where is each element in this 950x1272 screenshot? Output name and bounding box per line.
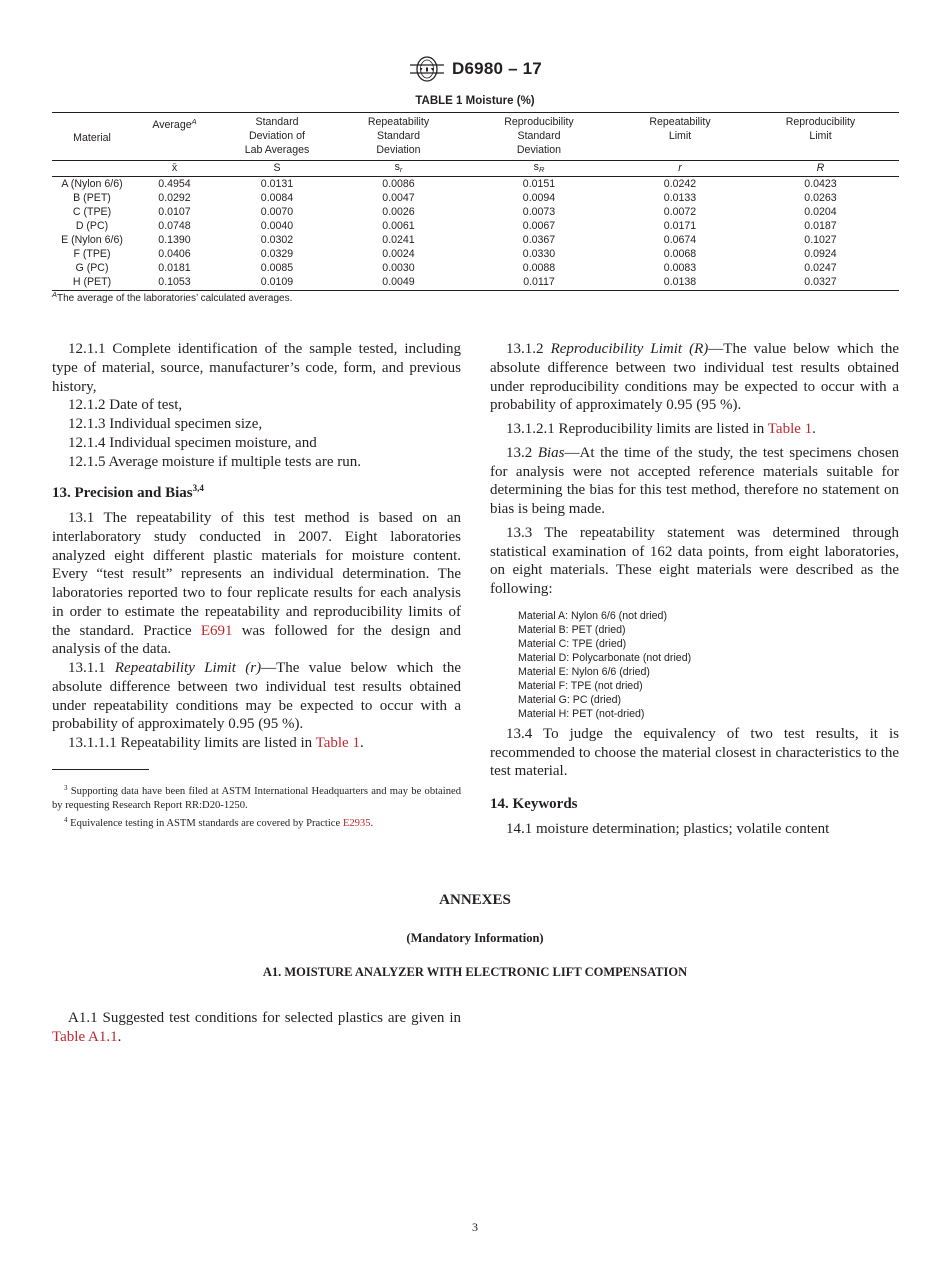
value-cell: 0.0061 bbox=[382, 220, 415, 232]
value-cell: 0.0367 bbox=[522, 234, 556, 246]
material-cell: G (PC) bbox=[75, 262, 109, 274]
value-cell: 0.1390 bbox=[158, 234, 191, 246]
para-13-1-2: 13.1.2 Reproducibility Limit (R)—The value below which the absolute difference between two individual test results obtained under reproducibility conditions may be expected to occur with a probability of approximately 0.95 (95 %). bbox=[490, 341, 899, 414]
table-1-link[interactable]: Table 1 bbox=[315, 735, 360, 751]
value-cell: 0.0131 bbox=[260, 178, 294, 190]
value-cell: 0.0067 bbox=[522, 220, 556, 232]
value-cell: 0.0107 bbox=[158, 206, 191, 218]
para-13-1-1: 13.1.1 Repeatability Limit (r)—The value below which the absolute difference between two individual test results obtained under repeatability conditions may be expected to occur with a probability of approximately 0.95 (95 %). bbox=[52, 660, 462, 733]
value-cell: 0.0151 bbox=[522, 178, 556, 190]
page-header bbox=[0, 56, 950, 82]
list-item: Material D: Polycarbonate (not dried) bbox=[518, 651, 692, 664]
para-13-1-1-1: 13.1.1.1 Repeatability limits are listed in Table 1. bbox=[68, 735, 364, 751]
value-cell: 0.0030 bbox=[382, 262, 415, 274]
value-cell: 0.0187 bbox=[804, 220, 837, 232]
value-cell: 0.0072 bbox=[663, 206, 697, 218]
table-row bbox=[52, 177, 899, 192]
value-cell: 0.0024 bbox=[382, 248, 415, 260]
para-13-1-2-1: 13.1.2.1 Reproducibility limits are listed in Table 1. bbox=[506, 421, 816, 437]
list-item: Material A: Nylon 6/6 (not dried) bbox=[518, 609, 667, 622]
value-cell: 0.0073 bbox=[522, 206, 556, 218]
value-cell: 0.1027 bbox=[804, 234, 837, 246]
value-cell: 0.0327 bbox=[742, 275, 899, 291]
value-cell: 0.4954 bbox=[158, 178, 191, 190]
annex-a1-heading: A1. MOISTURE ANALYZER WITH ELECTRONIC LIFT COMPENSATION bbox=[262, 965, 688, 979]
value-cell: 0.0117 bbox=[460, 275, 618, 291]
document-id: D6980 – 17 bbox=[452, 59, 542, 78]
symbol-s: S bbox=[217, 161, 337, 177]
value-cell: 0.0292 bbox=[158, 192, 191, 204]
table-title: TABLE 1 Moisture (%) bbox=[415, 95, 535, 107]
column-header-reproducibility-limit: Reproducibility Limit bbox=[742, 113, 899, 161]
value-cell: 0.1053 bbox=[132, 275, 217, 291]
para-a1-1: A1.1 Suggested test conditions for selected plastics are given in Table A1.1. bbox=[52, 1010, 461, 1045]
para-12-1-5: 12.1.5 Average moisture if multiple tests are run. bbox=[68, 453, 361, 470]
table-a1-1-link[interactable]: Table A1.1 bbox=[52, 1028, 118, 1045]
value-cell: 0.0026 bbox=[382, 206, 415, 218]
e2935-link[interactable]: E2935 bbox=[342, 818, 371, 829]
para-13-3: 13.3 The repeatability statement was determined through statistical examination of 162 data points, from eight laboratories, on eight materials. These eight materials were described as the following: bbox=[490, 524, 899, 597]
value-cell: 0.0068 bbox=[663, 248, 697, 260]
table-row bbox=[52, 275, 899, 291]
value-cell: 0.0083 bbox=[663, 262, 697, 274]
value-cell: 0.0674 bbox=[663, 234, 697, 246]
moisture-table bbox=[52, 112, 899, 291]
table-row bbox=[52, 233, 899, 247]
value-cell: 0.0171 bbox=[663, 220, 697, 232]
list-item: Material E: Nylon 6/6 (dried) bbox=[518, 665, 650, 678]
annexes-title: ANNEXES bbox=[439, 892, 511, 908]
footnotes bbox=[52, 781, 461, 831]
column-header-material: Material bbox=[52, 113, 132, 161]
para-14-1: 14.1 moisture determination; plastics; volatile content bbox=[506, 820, 830, 837]
symbol-sr: $s_r$ bbox=[337, 161, 460, 177]
footnote-divider bbox=[52, 769, 149, 770]
material-cell: D (PC) bbox=[75, 220, 109, 232]
table-row bbox=[52, 247, 899, 261]
symbol-R: R bbox=[742, 161, 899, 177]
column-header-repeatability-limit: Repeatability Limit bbox=[618, 113, 742, 161]
para-12-1-3: 12.1.3 Individual specimen size, bbox=[68, 416, 263, 432]
value-cell: 0.0242 bbox=[663, 178, 697, 190]
value-cell: 0.0241 bbox=[382, 234, 415, 246]
table-row bbox=[52, 205, 899, 219]
value-cell: 0.0109 bbox=[217, 275, 337, 291]
value-cell: 0.0138 bbox=[618, 275, 742, 291]
column-header-repeatability-sd: Repeatability Standard Deviation bbox=[337, 113, 460, 161]
symbol-r: r bbox=[618, 161, 742, 177]
value-cell: 0.0088 bbox=[522, 262, 556, 274]
value-cell: 0.0924 bbox=[804, 248, 837, 260]
list-item: Material H: PET (not-dried) bbox=[518, 707, 645, 720]
table-row bbox=[52, 261, 899, 275]
value-cell: 0.0423 bbox=[804, 178, 837, 190]
column-header-average: Average$^A$ bbox=[132, 113, 217, 161]
value-cell: 0.0085 bbox=[260, 262, 294, 274]
material-cell: F (TPE) bbox=[73, 248, 111, 260]
column-header-std-dev-lab-averages: Standard Deviation of Lab Averages bbox=[217, 113, 337, 161]
material-cell: B (PET) bbox=[73, 192, 111, 204]
list-item: Material B: PET (dried) bbox=[518, 623, 626, 636]
value-cell: 0.0329 bbox=[260, 248, 294, 260]
value-cell: 0.0049 bbox=[337, 275, 460, 291]
astm-logo-icon bbox=[408, 56, 446, 82]
para-13-2: 13.2 Bias—At the time of the study, the test specimens chosen for analysis were not accepted reference materials suitable for determining the bias for this test method, therefore no statement on bias is being made. bbox=[490, 444, 899, 517]
section-14-heading: 14. Keywords bbox=[490, 796, 578, 812]
annexes-subtitle: (Mandatory Information) bbox=[406, 931, 544, 945]
footnote-3: $^3$ Supporting data have been filed at ASTM International Headquarters and may be obtained by requesting Research Report RR:D20-1250. bbox=[52, 784, 461, 811]
symbol-average: x̄ bbox=[132, 161, 217, 177]
page-number: 3 bbox=[472, 1220, 478, 1234]
column-header-reproducibility-sd: Reproducibility Standard Deviation bbox=[460, 113, 618, 161]
table-1-link[interactable]: Table 1 bbox=[767, 421, 813, 437]
material-cell: E (Nylon 6/6) bbox=[61, 234, 123, 246]
value-cell: 0.0094 bbox=[522, 192, 556, 204]
e691-link[interactable]: E691 bbox=[200, 622, 233, 639]
value-cell: 0.0302 bbox=[260, 234, 294, 246]
value-cell: 0.0406 bbox=[158, 248, 191, 260]
symbol-material bbox=[52, 161, 132, 177]
table-row bbox=[52, 219, 899, 233]
value-cell: 0.0263 bbox=[804, 192, 837, 204]
value-cell: 0.0040 bbox=[260, 220, 294, 232]
right-column bbox=[490, 340, 899, 839]
para-12-1-4: 12.1.4 Individual specimen moisture, and bbox=[68, 434, 317, 451]
list-item: Material C: TPE (dried) bbox=[518, 637, 627, 650]
footnote-4: $^4$ Equivalence testing in ASTM standards are covered by Practice E2935. bbox=[64, 816, 374, 829]
value-cell: 0.0204 bbox=[804, 206, 837, 218]
list-item: Material F: TPE (not dried) bbox=[518, 679, 643, 692]
materials-list bbox=[518, 609, 899, 721]
value-cell: 0.0748 bbox=[158, 220, 191, 232]
material-cell: A (Nylon 6/6) bbox=[61, 178, 123, 190]
table-row bbox=[52, 191, 899, 205]
material-cell: C (TPE) bbox=[72, 206, 112, 218]
section-13-heading: 13. Precision and Bias$^{3,4}$ bbox=[52, 483, 204, 502]
symbol-sR: $s_R$ bbox=[460, 161, 618, 177]
list-item: Material G: PC (dried) bbox=[518, 693, 622, 706]
value-cell: 0.0086 bbox=[382, 178, 415, 190]
value-cell: 0.0330 bbox=[522, 248, 556, 260]
table-footnote: $^A$The average of the laboratories’ calculated averages. bbox=[52, 290, 293, 304]
para-13-4: 13.4 To judge the equivalency of two test results, it is recommended to choose the material closest in characteristics to the test material. bbox=[490, 725, 899, 780]
value-cell: 0.0084 bbox=[260, 192, 294, 204]
value-cell: 0.0181 bbox=[158, 262, 191, 274]
value-cell: 0.0247 bbox=[804, 262, 837, 274]
value-cell: 0.0047 bbox=[382, 192, 415, 204]
para-12-1-2: 12.1.2 Date of test, bbox=[68, 397, 183, 414]
material-cell: H (PET) bbox=[52, 275, 132, 291]
para-13-1: 13.1 The repeatability of this test method is based on an interlaboratory study conducted in 2007. Eight laboratories analyzed eight different plastic materials for moisture content. Every “test result” represents an individual determination. The laboratories reported two to four replicate results for each analysis in order to estimate the repeatability and reproducibility limits of the standard. Practice E691 was followed for the design and analysis of the data. bbox=[52, 510, 461, 658]
left-column bbox=[52, 340, 461, 753]
value-cell: 0.0070 bbox=[260, 206, 294, 218]
para-12-1-1: 12.1.1 Complete identification of the sample tested, including type of material, source, manufacturer’s code, form, and previous history, bbox=[52, 341, 461, 395]
value-cell: 0.0133 bbox=[663, 192, 697, 204]
